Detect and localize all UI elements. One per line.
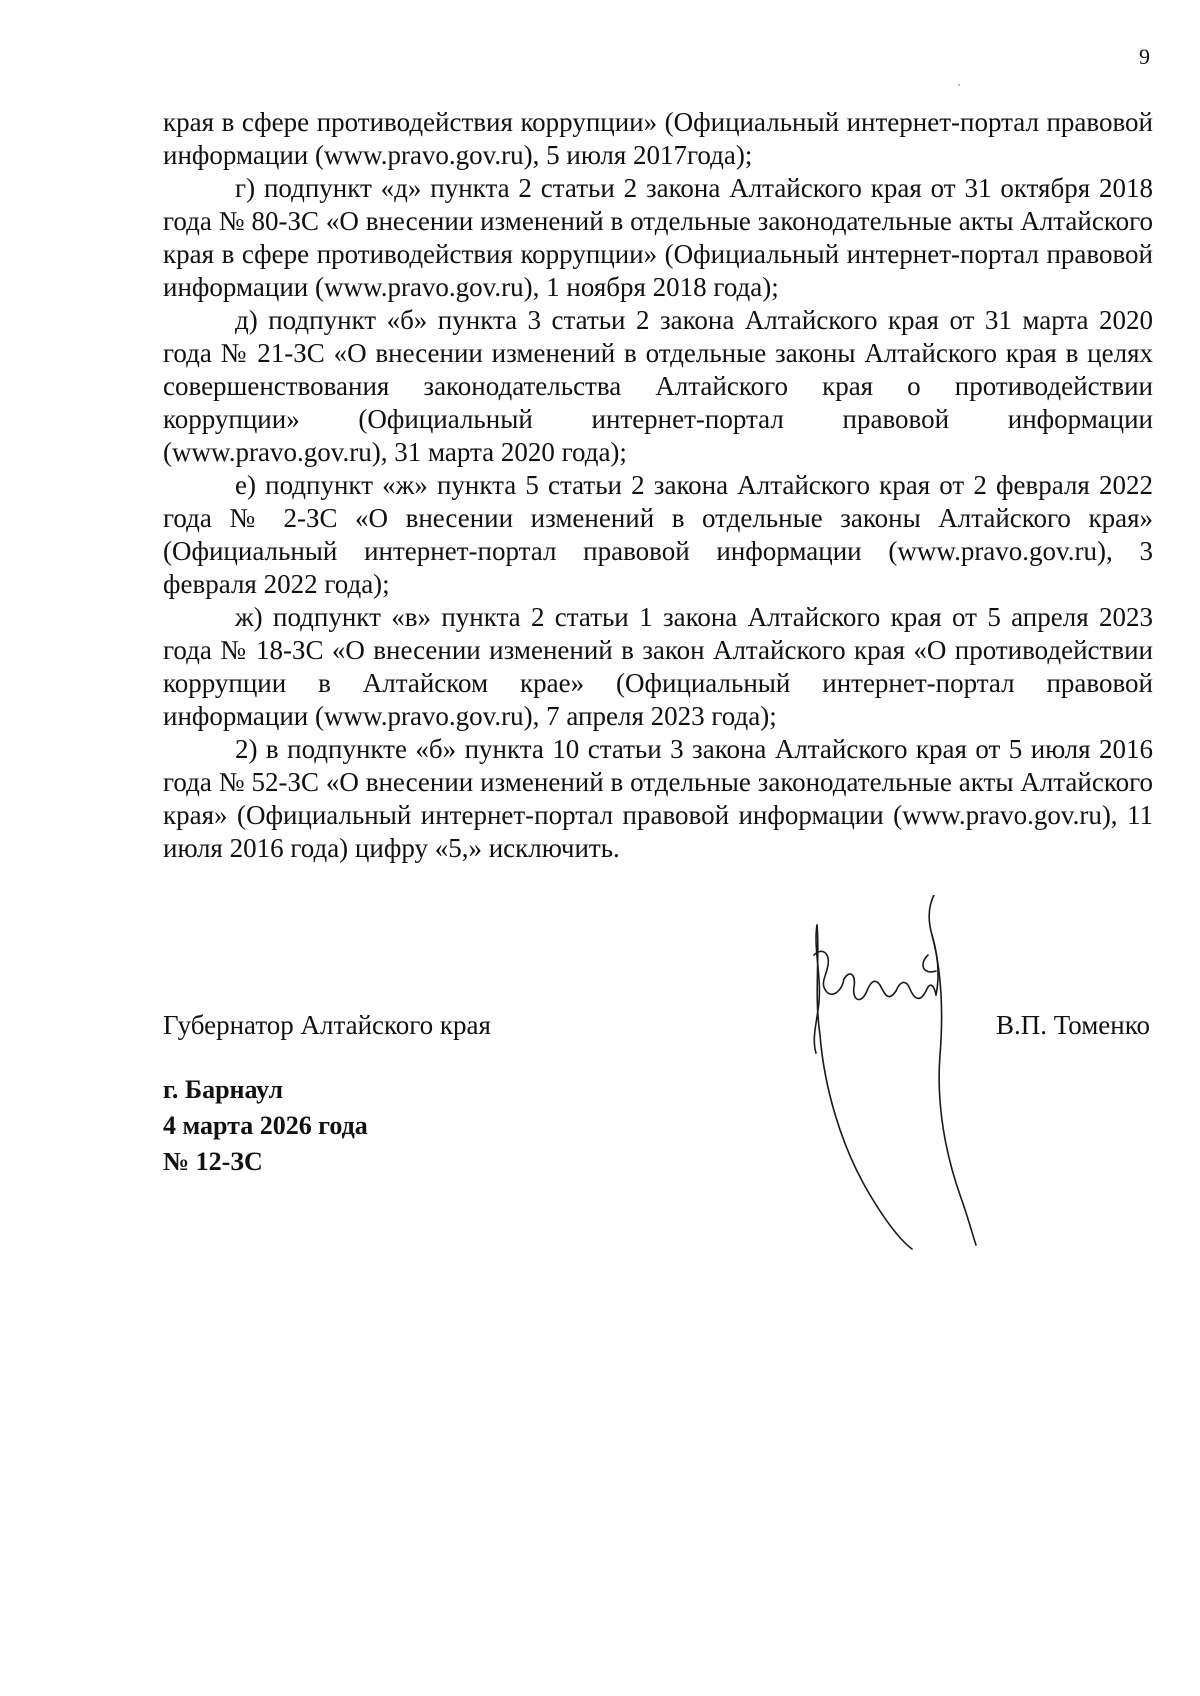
paragraph-item-2: 2) в подпункте «б» пункта 10 статьи 3 закона Алтайского края от 5 июля 2016 года № 52-ЗС «О внесении изменений в отдельные законодательные акты Алтайского края» (Официальный интернет-портал правовой информации (www.pravo.gov.ru), 11 июля 2016 года) цифру «5,» исключить. [163,734,1153,863]
page-number: 9 [1139,44,1150,69]
document-body [163,106,1153,865]
paragraph-item-g: г) подпункт «д» пункта 2 статьи 2 закона Алтайского края от 31 октября 2018 года № 80-ЗС «О внесении изменений в отдельные законодательные акты Алтайского края в сфере противодействия коррупции» (Официальный интернет-портал правовой информации (www.pravo.gov.ru), 1 ноября 2018 года); [163,173,1153,302]
law-number: № 12-ЗС [163,1147,263,1176]
governor-title: Губернатор Алтайского края [163,1010,491,1040]
paragraph-item-e: е) подпункт «ж» пункта 5 статьи 2 закона Алтайского края от 2 февраля 2022 года № 2-ЗС «О внесении изменений в отдельные законы Алтайского края» (Официальный интернет-портал правовой информации (www.pravo.gov.ru), 3 февраля 2022 года); [163,470,1153,599]
place-date-number [163,1072,368,1180]
paragraph-item-zh: ж) подпункт «в» пункта 2 статьи 1 закона Алтайского края от 5 апреля 2023 года № 18-ЗС «О внесении изменений в закон Алтайского края «О противодействии коррупции в Алтайском крае» (Официальный интернет-портал правовой информации (www.pravo.gov.ru), 7 апреля 2023 года); [163,602,1153,731]
city: г. Барнаул [163,1075,284,1104]
law-date: 4 марта 2026 года [163,1111,368,1140]
paragraph-item-d: д) подпункт «б» пункта 3 статьи 2 закона Алтайского края от 31 марта 2020 года № 21-ЗС «О внесении изменений в отдельные законы Алтайского края в целях совершенствования законодательства Алтайского края о противодействии коррупции» (Официальный интернет-портал правовой информации (www.pravo.gov.ru), 31 марта 2020 года); [163,305,1153,467]
paragraph-continuation: края в сфере противодействия коррупции» (Официальный интернет-портал правовой информации (www.pravo.gov.ru), 5 июля 2017года); [163,107,1153,170]
handwritten-signature-icon [800,895,980,1255]
scan-speck [958,84,960,86]
governor-name: В.П. Томенко [996,1010,1150,1040]
